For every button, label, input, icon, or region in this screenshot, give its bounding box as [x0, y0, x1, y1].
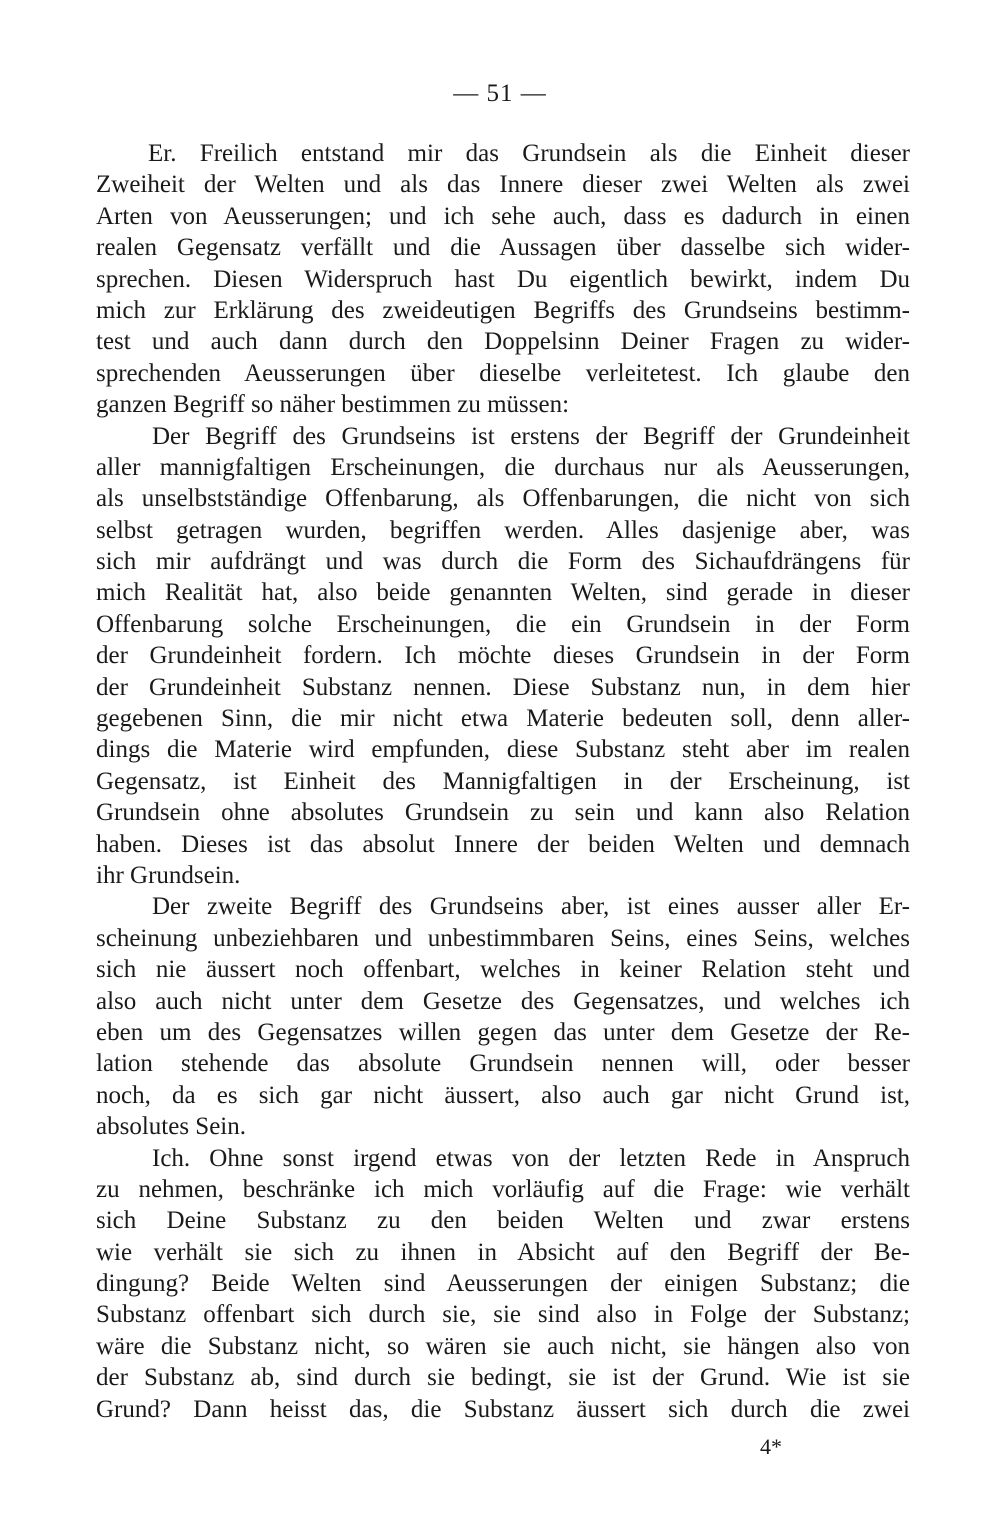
- text-line: noch, da es sich gar nicht äussert, also auch gar nicht Grund ist,: [96, 1081, 910, 1109]
- text-line: test und auch dann durch den Doppelsinn Deiner Fragen zu wider-: [96, 328, 910, 356]
- text-line: scheinung unbeziehbaren und unbestimmbaren Seins, eines Seins, welches: [96, 924, 910, 952]
- text-line: sich Deine Substanz zu den beiden Welten und zwar erstens: [96, 1207, 910, 1235]
- text-line: wie verhält sie sich zu ihnen in Absicht auf den Begriff der Be-: [96, 1238, 910, 1266]
- text-line: Grund? Dann heisst das, die Substanz äussert sich durch die zwei: [96, 1395, 910, 1423]
- text-line: lation stehende das absolute Grundsein nennen will, oder besser: [96, 1050, 910, 1078]
- text-line: Grundsein ohne absolutes Grundsein zu sein und kann also Relation: [96, 799, 910, 827]
- text-line: gegebenen Sinn, die mir nicht etwa Materie bedeuten soll, denn aller-: [96, 705, 910, 733]
- text-line: der Grundeinheit Substanz nennen. Diese Substanz nun, in dem hier: [96, 673, 910, 701]
- text-line: selbst getragen wurden, begriffen werden. Alles dasjenige aber, was: [96, 516, 910, 544]
- text-line: Offenbarung solche Erscheinungen, die ein Grundsein in der Form: [96, 610, 910, 638]
- text-line: absolutes Sein.: [96, 1113, 246, 1141]
- text-line: Der zweite Begriff des Grundseins aber, ist eines ausser aller Er-: [152, 893, 910, 921]
- text-line: der Grundeinheit fordern. Ich möchte dieses Grundsein in der Form: [96, 642, 910, 670]
- text-line: realen Gegensatz verfällt und die Aussagen über dasselbe sich wider-: [96, 234, 910, 262]
- text-line: wäre die Substanz nicht, so wären sie auch nicht, sie hängen also von: [96, 1332, 910, 1360]
- text-line: Arten von Aeusserungen; und ich sehe auch, dass es dadurch in einen: [96, 202, 910, 230]
- text-line: sprechen. Diesen Widerspruch hast Du eigentlich bewirkt, indem Du: [96, 265, 910, 293]
- text-line: ganzen Begriff so näher bestimmen zu müssen:: [96, 391, 570, 419]
- text-line: Ich. Ohne sonst irgend etwas von der letzten Rede in Anspruch: [152, 1144, 910, 1172]
- text-line: zu nehmen, beschränke ich mich vorläufig auf die Frage: wie verhält: [96, 1175, 910, 1203]
- page-number: — 51 —: [453, 80, 547, 107]
- text-line: also auch nicht unter dem Gesetze des Gegensatzes, und welches ich: [96, 987, 910, 1015]
- text-line: Substanz offenbart sich durch sie, sie sind also in Folge der Substanz;: [96, 1301, 910, 1329]
- text-line: Der Begriff des Grundseins ist erstens der Begriff der Grundeinheit: [152, 422, 910, 450]
- text-line: haben. Dieses ist das absolut Innere der beiden Welten und demnach: [96, 830, 910, 858]
- text-line: sich mir aufdrängt und was durch die Form des Sichaufdrängens für: [96, 548, 910, 576]
- text-line: als unselbstständige Offenbarung, als Offenbarungen, die nicht von sich: [96, 485, 910, 513]
- text-line: aller mannigfaltigen Erscheinungen, die durchaus nur als Aeusserungen,: [96, 453, 910, 481]
- text-line: dings die Materie wird empfunden, diese Substanz steht aber im realen: [96, 736, 910, 764]
- text-line: der Substanz ab, sind durch sie bedingt, sie ist der Grund. Wie ist sie: [96, 1364, 910, 1392]
- text-line: dingung? Beide Welten sind Aeusserungen der einigen Substanz; die: [96, 1270, 910, 1298]
- text-line: Er. Freilich entstand mir das Grundsein als die Einheit dieser: [148, 140, 910, 167]
- body-text: [96, 138, 910, 1425]
- text-line: Gegensatz, ist Einheit des Mannigfaltigen in der Erscheinung, ist: [96, 767, 910, 795]
- signature-mark: 4*: [760, 1434, 782, 1459]
- text-line: ihr Grundsein.: [96, 861, 241, 889]
- text-line: eben um des Gegensatzes willen gegen das unter dem Gesetze der Re-: [96, 1018, 910, 1046]
- text-line: mich Realität hat, also beide genannten Welten, sind gerade in dieser: [96, 579, 910, 607]
- text-line: sich nie äussert noch offenbart, welches in keiner Relation steht und: [96, 956, 910, 984]
- text-line: mich zur Erklärung des zweideutigen Begriffs des Grundseins bestimm-: [96, 296, 910, 324]
- text-line: Zweiheit der Welten und als das Innere dieser zwei Welten als zwei: [96, 171, 910, 199]
- text-line: sprechenden Aeusserungen über dieselbe verleitetest. Ich glaube den: [96, 359, 910, 387]
